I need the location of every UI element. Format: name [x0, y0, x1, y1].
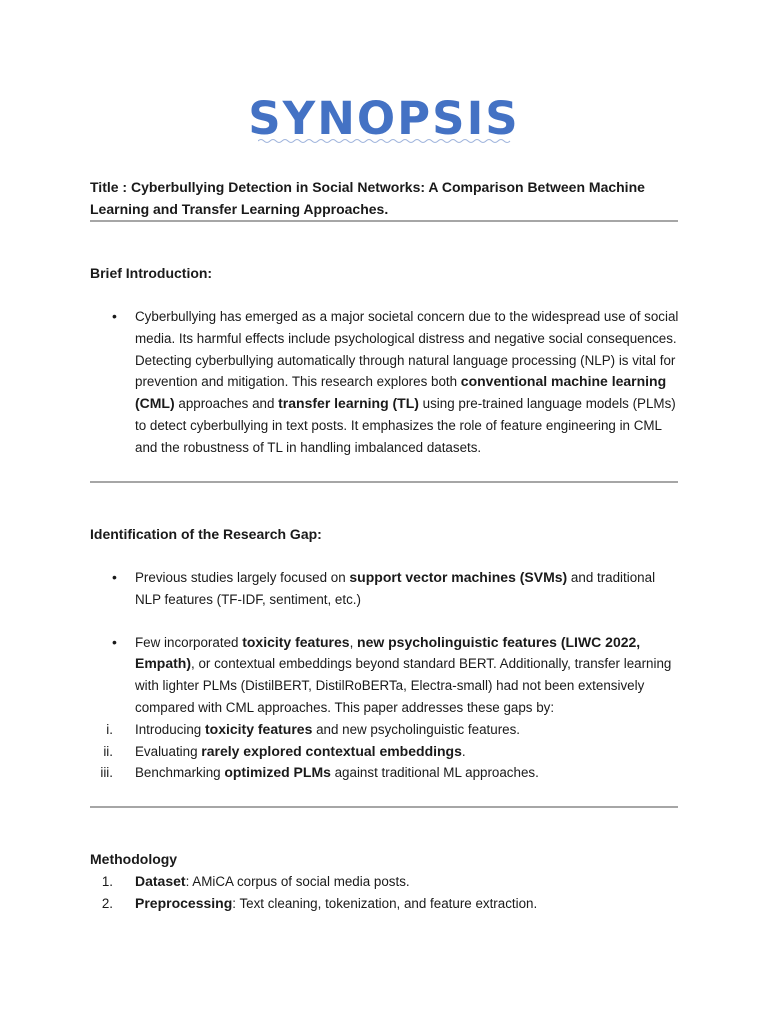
gap2-text-1: Few incorporated [135, 634, 243, 650]
intro-bold-cml: conventional machine learning (CML) [135, 373, 667, 412]
intro-text-3: using pre-trained language models (PLMs) to detect cyberbullying in text posts. It emphasizes the role of feature engineering in CML and the robustness of TL in handling imbalanced datasets. [135, 396, 676, 455]
num-bold: rarely explored contextual embeddings [201, 742, 462, 759]
gap1-text-2: and traditional NLP features (TF-IDF, sentiment, etc.) [135, 570, 656, 607]
method-text: : Text cleaning, tokenization, and feature extraction. [232, 895, 538, 911]
intro-bullet [90, 306, 680, 459]
divider-title [90, 220, 678, 222]
document-title: SYNOPSIS [248, 92, 520, 145]
gap-numbered-item [90, 719, 680, 741]
method-text: : AMiCA corpus of social media posts. [185, 874, 410, 889]
intro-bold-tl: transfer learning (TL) [278, 395, 419, 412]
gap2-bold-toxicity: toxicity features [242, 633, 350, 650]
list-marker: ii. [103, 743, 113, 759]
intro-list [90, 306, 680, 459]
gap-numbered-item [90, 741, 680, 763]
num-text-1: Introducing [135, 721, 205, 737]
gap1-text-1: Previous studies largely focused on [135, 570, 350, 585]
intro-text-1: Cyberbullying has emerged as a major societal concern due to the widespread use of social media. Its harmful effects include psychological distress and negative social consequences. Detecting cyberbullying automatically through natural language processing (NLP) is vital for prevention and mitigation. This research explores both [135, 309, 679, 390]
list-marker: 2. [101, 895, 113, 911]
spellcheck-underline [258, 138, 512, 144]
gap2-text-2: , [349, 634, 358, 650]
bullet-icon: • [112, 633, 117, 650]
num-text-2: . [461, 743, 466, 759]
num-text-2: and new psycholinguistic features. [312, 721, 521, 737]
num-text-1: Benchmarking [135, 765, 225, 781]
gap-numbered-item [90, 762, 680, 784]
gap-list [90, 567, 680, 784]
list-marker: 1. [101, 874, 113, 889]
method-bold: Dataset [135, 873, 186, 889]
num-text-1: Evaluating [135, 743, 202, 759]
methodology-item [90, 893, 680, 915]
divider-gap [90, 806, 678, 808]
gap-heading: Identification of the Research Gap: [90, 526, 322, 542]
gap2-bold-psycholinguistic: new psycholinguistic features (LIWC 2022, Empath) [135, 633, 641, 672]
methodology-heading: Methodology [90, 851, 178, 867]
gap-bullet-2 [90, 632, 680, 719]
intro-heading: Brief Introduction: [90, 265, 213, 281]
methodology-item [90, 871, 680, 893]
gap1-bold-svm: support vector machines (SVMs) [349, 569, 568, 585]
num-bold: optimized PLMs [224, 764, 331, 781]
method-bold: Preprocessing [135, 894, 233, 911]
gap-bullet-1 [90, 567, 680, 611]
num-text-2: against traditional ML approaches. [330, 765, 539, 781]
intro-text-2: approaches and [174, 396, 279, 412]
list-marker: i. [106, 721, 113, 737]
bullet-icon: • [112, 308, 117, 324]
methodology-list [90, 871, 680, 915]
paper-title: Title : Cyberbullying Detection in Social Networks: A Comparison Between Machine Learning and Transfer Learning Approaches. [90, 179, 645, 217]
num-bold: toxicity features [204, 720, 313, 737]
bullet-icon: • [112, 569, 117, 585]
list-marker: iii. [100, 765, 113, 781]
gap2-text-3: , or contextual embeddings beyond standard BERT. Additionally, transfer learning with lighter PLMs (DistilBERT, DistilRoBERTa, Electra-small) had not been extensively compared with CML approaches. This paper addresses these gaps by: [135, 656, 672, 715]
divider-intro [90, 481, 678, 483]
